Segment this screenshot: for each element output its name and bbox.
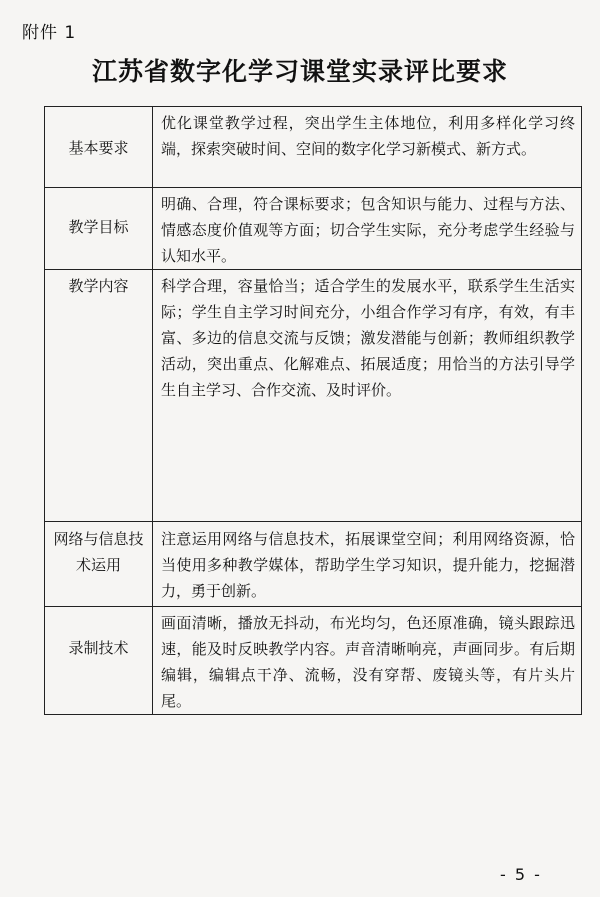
requirements-table [44, 106, 582, 715]
table-row [45, 107, 582, 188]
row-label: 网络与信息技术运用 [45, 522, 153, 607]
table-row [45, 607, 582, 715]
row-content: 优化课堂教学过程，突出学生主体地位，利用多样化学习终端，探索突破时间、空间的数字化学习新模式、新方式。 [153, 107, 582, 188]
table-row [45, 270, 582, 522]
row-content: 注意运用网络与信息技术，拓展课堂空间；利用网络资源，恰当使用多种教学媒体，帮助学生学习知识，提升能力，挖掘潜力，勇于创新。 [153, 522, 582, 607]
row-label: 教学内容 [45, 270, 153, 522]
row-content: 画面清晰，播放无抖动，布光均匀，色还原准确，镜头跟踪迅速，能及时反映教学内容。声音清晰响亮，声画同步。有后期编辑，编辑点干净、流畅，没有穿帮、废镜头等，有片头片尾。 [153, 607, 582, 715]
page-title: 江苏省数字化学习课堂实录评比要求 [91, 57, 508, 86]
table-row [45, 188, 582, 270]
row-label: 基本要求 [45, 107, 153, 188]
row-label: 教学目标 [45, 188, 153, 270]
page-number: - 5 - [500, 865, 542, 884]
row-label: 录制技术 [45, 607, 153, 715]
table-row [45, 522, 582, 607]
row-content: 科学合理，容量恰当；适合学生的发展水平，联系学生生活实际；学生自主学习时间充分，小组合作学习有序，有效，有丰富、多边的信息交流与反馈；激发潜能与创新；教师组织教学活动，突出重点、化解难点、拓展适度；用恰当的方法引导学生自主学习、合作交流、及时评价。 [153, 270, 582, 522]
attachment-label: 附件 1 [22, 23, 77, 43]
row-content: 明确、合理，符合课标要求；包含知识与能力、过程与方法、情感态度价值观等方面；切合学生实际，充分考虑学生经验与认知水平。 [153, 188, 582, 270]
